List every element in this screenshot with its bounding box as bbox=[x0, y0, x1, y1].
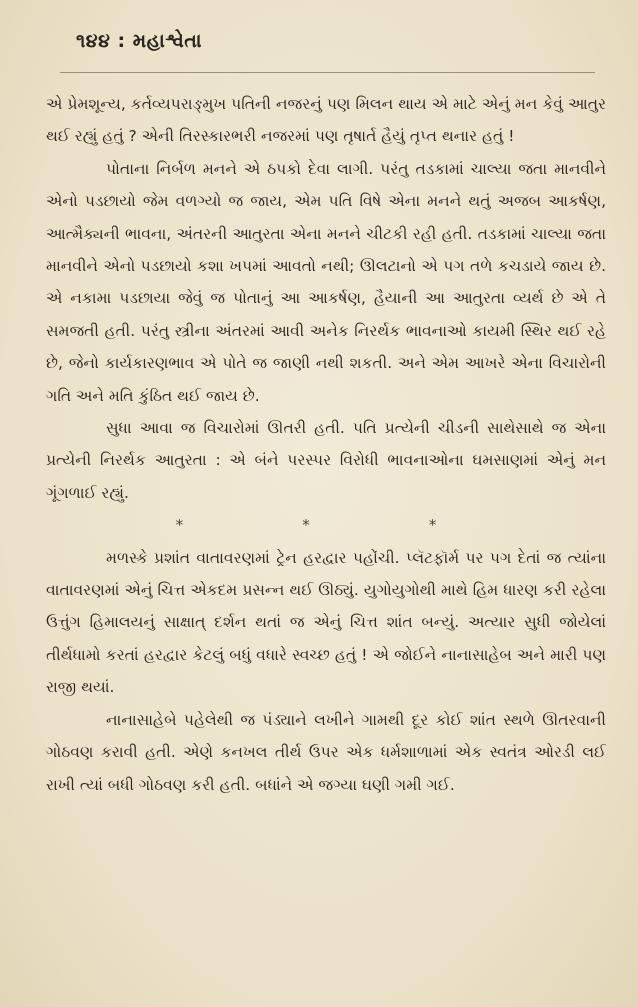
paragraph: પોતાના નિર્બળ મનને એ ઠપકો દેવા લાગી. પરંતુ તડકામાં ચાલ્યા જતા માનવીને એનો પડછાયો જેમ વળગ્યો જ જાય, એમ પતિ વિષે એના મનને થતું અજબ આકર્ષણ, આત્મૈક્યની ભાવના, અંતરની આતુરતા એના મનને ચીટકી રહી હતી. તડકામાં ચાલ્યા જતા માનવીને એનો પડછાયો કશા ખપમાં આવતો નથી; ઊલટાનો એ પગ તળે કચડાયે જાય છે. એ નકામા પડછાયા જેવું જ પોતાનું આ આકર્ષણ, હૈયાની આ આતુરતા વ્યર્થ છે એ તે સમજતી હતી. પરંતુ સ્ત્રીના અંતરમાં આવી અનેક નિરર્થક ભાવનાઓ કાયમી સ્થિર થઈ રહે છે, જેનો કાર્યકારણભાવ એ પોતે જ જાણી નથી શકતી. અને એમ આખરે એના વિચારોની ગતિ અને મતિ કુંઠિત થઈ જાય છે. bbox=[46, 159, 606, 405]
paragraph: સુધા આવા જ વિચારોમાં ઊતરી હતી. પતિ પ્રત્યેની ચીડની સાથેસાથે જ એના પ્રત્યેની નિરર્થક આતુરતા : એ બંને પરસ્પર વિરોધી ભાવનાઓના ઘમસાણમાં એનું મન ગૂંગળાઈ રહ્યું. bbox=[46, 419, 606, 502]
paragraph: મળસ્કે પ્રશાંત વાતાવરણમાં ટ્રેન હરદ્વાર પહોંચી. પ્લૅટફૉર્મ પર પગ દેતાં જ ત્યાંના વાતાવરણમાં એનું ચિત્ત એકદમ પ્રસન્ન થઈ ઊઠ્યું. યુગોયુગોથી માથે હિમ ધારણ કરી રહેલા ઉત્તુંગ હિમાલયનું સાક્ષાત્ દર્શન થતાં જ એનું ચિત્ત શાંત બન્યું. અત્યાર સુધી જોયેલાં તીર્થધામો કરતાં હરદ્વાર કેટલું બધું વધારે સ્વચ્છ હતું ! એ જોઈને નાનાસાહેબ અને મારી પણ રાજી થયાં. bbox=[46, 548, 606, 697]
paragraph: એ પ્રેમશૂન્ય, કર્તવ્યપરાઙ્મુખ પતિની નજરનું પણ મિલન થાય એ માટે એનું મન કેવું આતુર થઈ રહ્યું હતું ? એની તિરસ્કારભરી નજરમાં પણ તૃષાર્ત હૈયું તૃપ્ત થનાર હતું ! bbox=[46, 95, 606, 146]
section-separator bbox=[46, 509, 606, 541]
separator-asterisk: * bbox=[302, 516, 310, 535]
separator-asterisk: * bbox=[175, 516, 184, 535]
body-text bbox=[46, 88, 606, 801]
separator-asterisk: * bbox=[428, 516, 437, 535]
paragraph: નાનાસાહેબે પહેલેથી જ પંડ્યાને લખીને ગામથી દૂર કોઈ શાંત સ્થળે ઊતરવાની ગોઠવણ કરાવી હતી. એણે કનખલ તીર્થ ઉપર એક ધર્મશાળામાં એક સ્વતંત્ર ઓરડી લઈ રાખી ત્યાં બધી ગોઠવણ કરી હતી. બધાંને એ જગ્યા ઘણી ગમી ગઈ. bbox=[46, 710, 606, 794]
header-rule bbox=[60, 72, 595, 73]
running-head: ૧૪૪ : મહાશ્વેતા bbox=[76, 30, 203, 52]
